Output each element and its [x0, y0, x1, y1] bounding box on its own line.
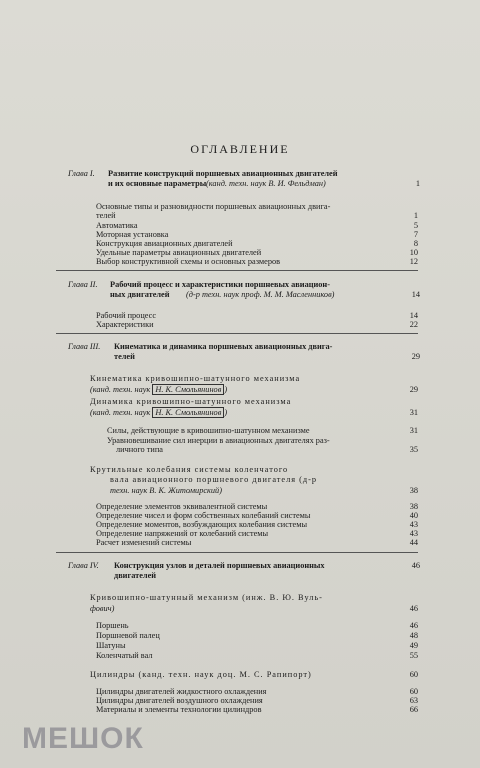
- chapter-2-label: Глава II.: [68, 280, 98, 289]
- chapter-4-label: Глава IV.: [68, 561, 99, 570]
- chapter-3-page: 29: [411, 352, 420, 361]
- chapter-3-title: Кинематика и динамика поршневых авиационных двига-: [114, 342, 333, 351]
- author-box: Н. К. Смольянинов: [152, 407, 224, 418]
- chapter-2-page: 14: [411, 290, 420, 299]
- chapter-2-title: Рабочий процесс и характеристики поршневых авиацион-: [110, 280, 330, 289]
- chapter-1-page: 1: [415, 179, 420, 188]
- chapter-2-author: (д-р техн. наук проф. М. М. Масленников): [186, 290, 335, 299]
- watermark-logo: МЕШОК: [22, 722, 144, 755]
- chapter-3-label: Глава III.: [68, 342, 101, 351]
- section-divider: [56, 333, 418, 334]
- chapter-1-title-cont: и их основные параметры: [108, 179, 207, 188]
- section-divider: [56, 270, 418, 271]
- chapter-4-page: 46: [411, 561, 420, 570]
- section-divider: [56, 552, 418, 553]
- chapter-1-title: Развитие конструкций поршневых авиационных двигателей: [108, 169, 338, 178]
- chapter-1-label: Глава I.: [68, 169, 95, 178]
- chapter-4-title: Конструкция узлов и деталей поршневых авиационных: [114, 561, 325, 570]
- author-box: Н. К. Смольянинов: [152, 384, 224, 395]
- page-title: ОГЛАВЛЕНИЕ: [190, 142, 290, 156]
- chapter-1-author: (канд. техн. наук В. И. Фельдман): [206, 179, 326, 188]
- book-page: ОГЛАВЛЕНИЕ Глава I. Развитие конструкций поршневых авиационных двигателей и их основные параметры (канд. техн. наук В. И. Фельдман) 1 Основные типы и разновидности поршневых авиационных двига- телей 1 Автоматика 5 Моторная установка 7 Конструкция авиационных двигателей 8 Удельные параметры авиационных двигателей 10 Выбор конструктивной схемы и основных размеров 12 Глава II. Рабочий процесс и характеристики поршневых авиацион- ных двигателей (д-р техн. наук проф. М. М. Масленников) 14 Рабочий процесс 14 Характеристики 22 Глава III. Кинематика и динамика поршневых авиационных двига- телей 29 Кинематика кривошипно-шатунного механизма (канд. техн. наук Н. К. Смольянинов ) 29 Динамика кривошипно-шатунного механизма (канд. техн. наук Н. К. Смольянинов ) 31 Силы, действующие в кривошипно-шатунном механизме 31 Уравновешивание сил инерции в авиационных двигателях раз- личного типа 35 Крутильные колебания системы коленчатого вала авиационного поршневого двигателя (д-р техн. наук В. К. Житомирский) 38 Определение элементов эквивалентной системы 38 Определение чисел и форм собственных колебаний системы 40 Определение моментов, возбуждающих колебания системы 43 Определение напряжений от колебаний системы 43 Расчет изменений системы 44 Глава IV. Конструкция узлов и деталей поршневых авиационных 46 двигателей Кривошипно-шатунный механизм (инж. В. Ю. Вуль- фович) 46 Поршень 46 Поршневой палец 48 Шатуны 49 Коленчатый вал 55 Цилиндры (канд. техн. наук доц. М. С. Рапипорт) 60 Цилиндры двигателей жидкостного охлаждения 60 Цилиндры двигателей воздушного охлаждения 63 Материалы и элементы технологии цилиндров 66 МЕШОК: [0, 0, 480, 768]
